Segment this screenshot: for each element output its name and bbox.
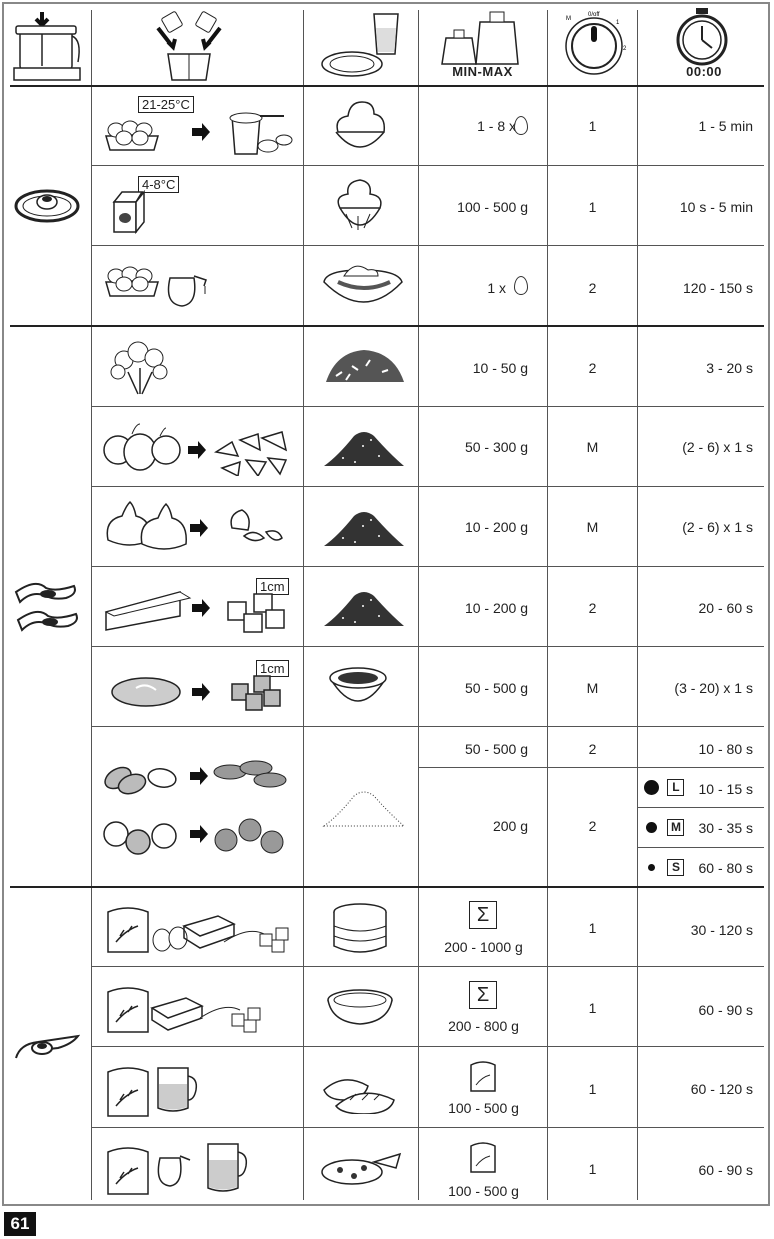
whipped-egg-white-icon bbox=[330, 96, 390, 154]
whisk-disc-icon bbox=[14, 182, 80, 228]
size-badge: L bbox=[667, 779, 684, 796]
time-value: (2 - 6) x 1 s bbox=[682, 439, 753, 455]
temperature-label: 21-25°C bbox=[138, 96, 194, 113]
cube-size-label: 1cm bbox=[256, 660, 289, 677]
amount-value: 200 - 1000 g bbox=[444, 939, 523, 955]
time-value: 120 - 150 s bbox=[682, 280, 753, 296]
mayonnaise-hotdog-icon bbox=[320, 258, 406, 308]
row-divider bbox=[91, 406, 764, 407]
size-small-row bbox=[648, 859, 684, 877]
time-value: 1 - 5 min bbox=[698, 118, 753, 134]
dial-label-1: 1 bbox=[616, 20, 620, 26]
row-divider bbox=[418, 767, 764, 768]
weights-icon bbox=[440, 8, 524, 68]
speed-value: 1 bbox=[588, 199, 597, 215]
temperature-label: 4-8°C bbox=[138, 176, 179, 193]
row-divider bbox=[91, 646, 764, 647]
cube-size-label: 1cm bbox=[256, 578, 289, 595]
speed-value: 1 bbox=[588, 1081, 597, 1097]
speed-value: 1 bbox=[588, 118, 597, 134]
bread-loaves-icon bbox=[320, 1072, 402, 1114]
dial-label-off: 0/off bbox=[588, 12, 600, 18]
amount-value: 10 - 200 g bbox=[464, 600, 528, 616]
time-value: 60 - 120 s bbox=[690, 1081, 753, 1097]
size-large-row bbox=[644, 779, 684, 797]
amount-value: 100 - 500 g bbox=[448, 1183, 519, 1199]
speed-value: 2 bbox=[588, 360, 597, 376]
size-medium-row bbox=[646, 819, 684, 837]
speed-value: 2 bbox=[588, 280, 597, 296]
sum-icon: Σ bbox=[469, 981, 497, 1009]
section-divider bbox=[10, 325, 764, 327]
chopped-heap-icon bbox=[322, 426, 406, 472]
chopped-heap-icon bbox=[322, 586, 406, 632]
amount-value: 10 - 200 g bbox=[464, 519, 528, 535]
size-badge: M bbox=[667, 819, 684, 836]
row-divider bbox=[91, 245, 764, 246]
pizza-icon bbox=[320, 1148, 404, 1188]
add-ingredients-icon bbox=[150, 10, 230, 82]
universal-blade-icon bbox=[12, 576, 84, 636]
row-divider bbox=[91, 1127, 764, 1128]
weight-label: MIN-MAX bbox=[452, 64, 513, 79]
time-value: 10 - 15 s bbox=[698, 781, 753, 797]
speed-value: 2 bbox=[588, 600, 597, 616]
row-divider bbox=[91, 966, 764, 967]
time-value: 3 - 20 s bbox=[706, 360, 753, 376]
amount-value: 200 - 800 g bbox=[448, 1018, 519, 1034]
meat-to-cubes-icon bbox=[108, 670, 294, 716]
flour-butter-sugar-icon bbox=[104, 978, 274, 1038]
dial-label-m: M bbox=[566, 16, 571, 22]
row-divider bbox=[637, 807, 764, 808]
large-dot-icon bbox=[644, 780, 659, 795]
timer-label: 00:00 bbox=[686, 64, 722, 79]
ground-nuts-icon bbox=[322, 786, 406, 832]
speed-value: 2 bbox=[588, 741, 597, 757]
row-divider bbox=[91, 566, 764, 567]
flour-oil-water-icon bbox=[104, 1138, 250, 1198]
speed-value: 1 bbox=[588, 920, 597, 936]
time-value: 60 - 90 s bbox=[698, 1002, 753, 1018]
time-value: 60 - 90 s bbox=[698, 1162, 753, 1178]
speed-value: M bbox=[586, 439, 599, 455]
amount-value: 50 - 500 g bbox=[464, 680, 528, 696]
flour-bag-icon bbox=[468, 1059, 498, 1093]
chopped-heap-icon bbox=[322, 506, 406, 552]
amount-value: 200 g bbox=[492, 818, 528, 834]
sum-icon: Σ bbox=[469, 901, 497, 929]
speed-value: M bbox=[586, 680, 599, 696]
cream-carton-icon bbox=[110, 190, 150, 234]
amount-value: 1 x bbox=[487, 280, 506, 296]
egg-icon bbox=[514, 276, 528, 295]
onions-to-chunks-icon bbox=[102, 422, 294, 476]
dial-label-2: 2 bbox=[623, 46, 627, 52]
amount-value: 10 - 50 g bbox=[472, 360, 528, 376]
whipped-cream-icon bbox=[330, 174, 390, 236]
amount-value: 50 - 300 g bbox=[464, 439, 528, 455]
row-divider bbox=[91, 165, 764, 166]
medium-dot-icon bbox=[646, 822, 657, 833]
section-divider bbox=[10, 886, 764, 888]
eggs-and-oil-jug-icon bbox=[104, 262, 214, 310]
amount-value: 100 - 500 g bbox=[448, 1100, 519, 1116]
page-number: 61 bbox=[4, 1212, 36, 1236]
row-divider bbox=[91, 726, 764, 727]
minced-meat-bowl-icon bbox=[326, 662, 390, 714]
row-divider bbox=[91, 1046, 764, 1047]
time-value: 20 - 60 s bbox=[698, 600, 753, 616]
time-value: 10 - 80 s bbox=[698, 741, 753, 757]
nuts-to-ground-icon bbox=[102, 748, 292, 860]
amount-value: 1 - 8 x bbox=[477, 118, 516, 134]
speed-value: 2 bbox=[588, 818, 597, 834]
speed-value: 1 bbox=[588, 1161, 597, 1177]
chopped-herbs-icon bbox=[322, 346, 406, 390]
section-divider bbox=[10, 85, 764, 87]
flour-bag-icon bbox=[468, 1140, 498, 1174]
flour-and-water-icon bbox=[104, 1058, 200, 1120]
food-processor-icon bbox=[12, 10, 86, 82]
time-value: 10 s - 5 min bbox=[679, 199, 753, 215]
speed-dial-icon bbox=[562, 10, 628, 80]
layer-cake-icon bbox=[330, 900, 390, 958]
cheese-to-cubes-icon bbox=[104, 586, 294, 636]
time-value: (2 - 6) x 1 s bbox=[682, 519, 753, 535]
stopwatch-icon bbox=[672, 8, 732, 66]
egg-icon bbox=[514, 116, 528, 135]
small-dot-icon bbox=[648, 864, 655, 871]
time-value: 60 - 80 s bbox=[698, 860, 753, 876]
flour-eggs-butter-sugar-icon bbox=[104, 898, 294, 958]
size-badge: S bbox=[667, 859, 684, 876]
row-divider bbox=[637, 847, 764, 848]
tart-base-icon bbox=[324, 986, 396, 1030]
grid-line bbox=[418, 10, 419, 1200]
eggs-separating-icon bbox=[104, 108, 294, 158]
plate-and-glass-icon bbox=[316, 10, 406, 82]
parsley-icon bbox=[108, 338, 172, 398]
time-value: (3 - 20) x 1 s bbox=[674, 680, 753, 696]
grid-line bbox=[91, 10, 92, 1200]
speed-value: M bbox=[586, 519, 599, 535]
row-divider bbox=[91, 486, 764, 487]
grid-line bbox=[637, 10, 638, 1200]
time-value: 30 - 35 s bbox=[698, 820, 753, 836]
amount-value: 100 - 500 g bbox=[457, 199, 528, 215]
time-value: 30 - 120 s bbox=[690, 922, 753, 938]
dough-hook-icon bbox=[12, 1028, 80, 1064]
speed-value: 1 bbox=[588, 1000, 597, 1016]
garlic-to-cloves-icon bbox=[102, 500, 292, 554]
amount-value: 50 - 500 g bbox=[464, 741, 528, 757]
grid-line bbox=[303, 10, 304, 1200]
